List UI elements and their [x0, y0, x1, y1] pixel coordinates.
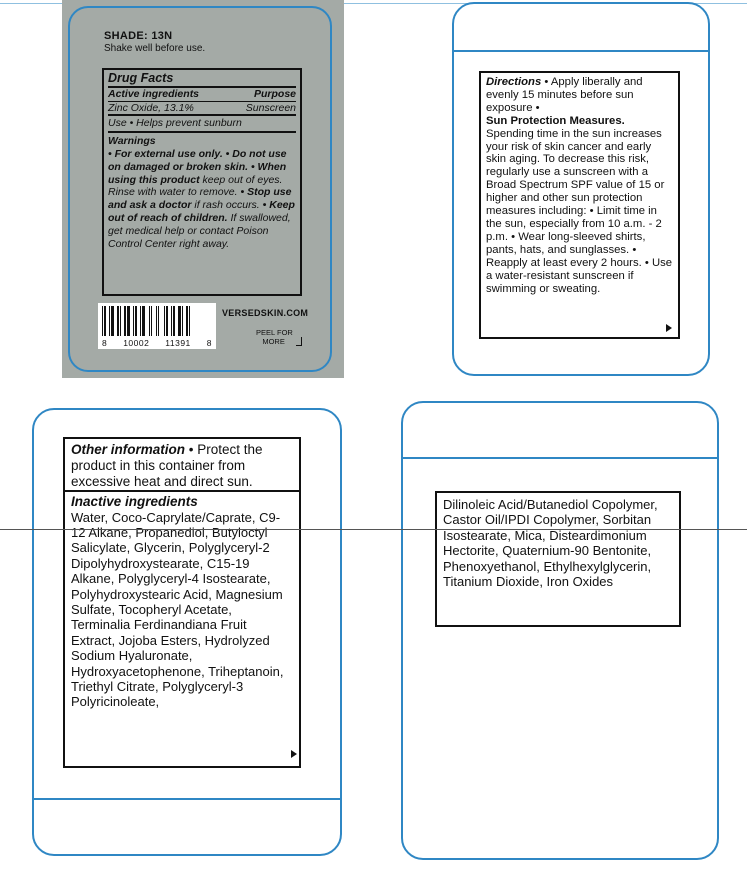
active-ingredients-header	[108, 88, 296, 102]
barcode-digit: 11391	[165, 338, 191, 348]
drug-facts-box	[102, 68, 302, 296]
panel4-outline	[401, 401, 719, 860]
barcode-bar	[149, 306, 150, 336]
barcode-bar	[142, 306, 145, 336]
peel-for-more	[256, 328, 293, 346]
other-info-text	[71, 442, 263, 489]
barcode-bar	[151, 306, 152, 336]
spm-label: Sun Protection Measures.	[486, 114, 625, 127]
barcode-bar	[166, 306, 168, 336]
barcode-digit: 8	[206, 338, 212, 348]
barcode-bar	[131, 306, 132, 336]
warning-when-using: • When using this product	[108, 160, 287, 186]
barcode-bar	[173, 306, 175, 336]
inactive-body: Water, Coco-Caprylate/Caprate, C9-12 Alkane, Propanediol, Butyloctyl Salicylate, Glycerin, Polyglyceryl-2 Dipolyhydroxystearate, C15-19 Alkane, Polyglyceryl-4 Isostearate, Polyhydroxystearic Acid, Magnesium Sulfate, Tocopheryl Acetate, Terminalia Ferdinandiana Fruit Extract, Jojoba Esters, Hydrolyzed Sodium Hyaluronate, Hydroxyacetophenone, Triheptanoin, Triethyl Citrate, Polyglyceryl-3 Polyricinoleate,	[71, 509, 284, 710]
directions-label: Directions	[486, 76, 542, 88]
peel-line-1: PEEL FOR	[256, 328, 293, 337]
barcode-bar	[146, 306, 148, 336]
warning-children: • Keep out of reach of children.	[108, 199, 295, 224]
barcode-bar	[120, 306, 121, 336]
barcode-bar	[117, 306, 119, 336]
active-ingredients-label: Active ingredients	[108, 87, 200, 100]
barcode-bar	[122, 306, 123, 336]
barcode-digit: 10002	[123, 338, 150, 348]
shake-instruction: Shake well before use.	[104, 43, 206, 54]
warning-rash: if rash occurs.	[194, 199, 260, 212]
warning-eyes: keep out of eyes. Rinse with water to remove.	[108, 173, 283, 199]
panel2-top-band	[454, 50, 708, 52]
barcode-bar	[109, 306, 110, 336]
spm-body: Spending time in the sun increases your risk of skin cancer and early skin aging. To decrease this risk, regularly use a sunscreen with a Broad Spectrum SPF value of 15 or higher and other sun protection measures including: • Limit time in the sun, especially from 10 a.m. - 2 p.m. • Wear long-sleeved shirts, pants, hats, and sunglasses. • Reapply at least every 2 hours. • Use a water-resistant sunscreen if swimming or sweating.	[486, 127, 673, 295]
panel3-bottom-band	[34, 798, 340, 800]
ingredients-continued-text: Dilinoleic Acid/Butanediol Copolymer, Castor Oil/IPDI Copolymer, Sorbitan Isostearate, Mica, Disteardimonium Hectorite, Quaternium-90 Bentonite, Phenoxyethanol, Ethylhexylglycerin, Titanium Dioxide, Iron Oxides	[443, 497, 658, 590]
barcode-bar	[115, 306, 116, 336]
barcode-bar	[127, 306, 130, 336]
barcode-bar	[104, 306, 106, 336]
continue-arrow-icon	[291, 750, 297, 758]
barcode-bar	[160, 306, 163, 336]
website-label: VERSEDSKIN.COM	[222, 308, 309, 318]
other-info-box	[63, 437, 301, 492]
barcode-bar	[111, 306, 114, 336]
warning-stop-use: • Stop use and ask a doctor	[108, 186, 292, 212]
ingredient-name: Zinc Oxide, 13.1%	[108, 101, 194, 114]
barcode-bar	[169, 306, 170, 336]
barcode-bar	[156, 306, 157, 336]
barcode-bar	[135, 306, 137, 336]
directions-body: • Apply liberally and evenly 15 minutes before sun exposure •	[486, 76, 643, 114]
scan-rule	[0, 529, 747, 530]
inactive-label-text: Inactive ingredients	[71, 494, 198, 509]
inactive-ingredients-box	[63, 490, 301, 768]
warning-external: • For external use only. • Do not use on damaged or broken skin.	[108, 147, 287, 173]
drug-facts-title: Drug Facts	[108, 72, 296, 88]
warning-swallowed: If swallowed, get medical help or contact Poison Control Center right away.	[108, 211, 291, 250]
barcode-bar	[182, 306, 183, 336]
barcode-bar	[184, 306, 185, 336]
barcode-bar	[186, 306, 188, 336]
warnings-text	[108, 148, 296, 250]
barcode-bar	[191, 306, 193, 336]
barcode-bar	[189, 306, 190, 336]
peel-line-2: MORE	[262, 337, 285, 346]
use-line: Use • Helps prevent sunburn	[108, 116, 296, 133]
barcode-bar	[153, 306, 155, 336]
barcode-digit: 8	[102, 338, 108, 348]
shade-label: SHADE: 13N	[104, 30, 173, 42]
purpose-label: Purpose	[253, 87, 296, 100]
barcode	[98, 303, 216, 349]
directions-text	[486, 76, 643, 114]
barcode-bar	[107, 306, 108, 336]
barcode-bar	[178, 306, 181, 336]
directions-box	[479, 71, 680, 339]
panel4-top-band	[403, 457, 717, 459]
barcode-bar	[158, 306, 159, 336]
continue-arrow-icon	[666, 324, 672, 332]
other-info-body: • Protect the product in this container from excessive heat and direct sun.	[71, 442, 263, 489]
peel-corner-icon	[296, 337, 302, 346]
barcode-bar	[171, 306, 172, 336]
barcode-bar	[176, 306, 177, 336]
barcode-bar	[140, 306, 141, 336]
warnings-title: Warnings	[108, 135, 156, 148]
barcode-digits	[102, 338, 212, 348]
barcode-bar	[102, 306, 103, 336]
barcode-bars	[102, 306, 212, 336]
ingredient-purpose: Sunscreen	[245, 101, 296, 114]
barcode-bar	[138, 306, 139, 336]
ingredients-continued-box	[435, 491, 681, 627]
other-info-label: Other information	[71, 442, 185, 457]
active-ingredient-row	[108, 102, 296, 117]
barcode-bar	[133, 306, 134, 336]
barcode-bar	[164, 306, 165, 336]
barcode-bar	[124, 306, 126, 336]
inactive-label	[71, 494, 293, 510]
